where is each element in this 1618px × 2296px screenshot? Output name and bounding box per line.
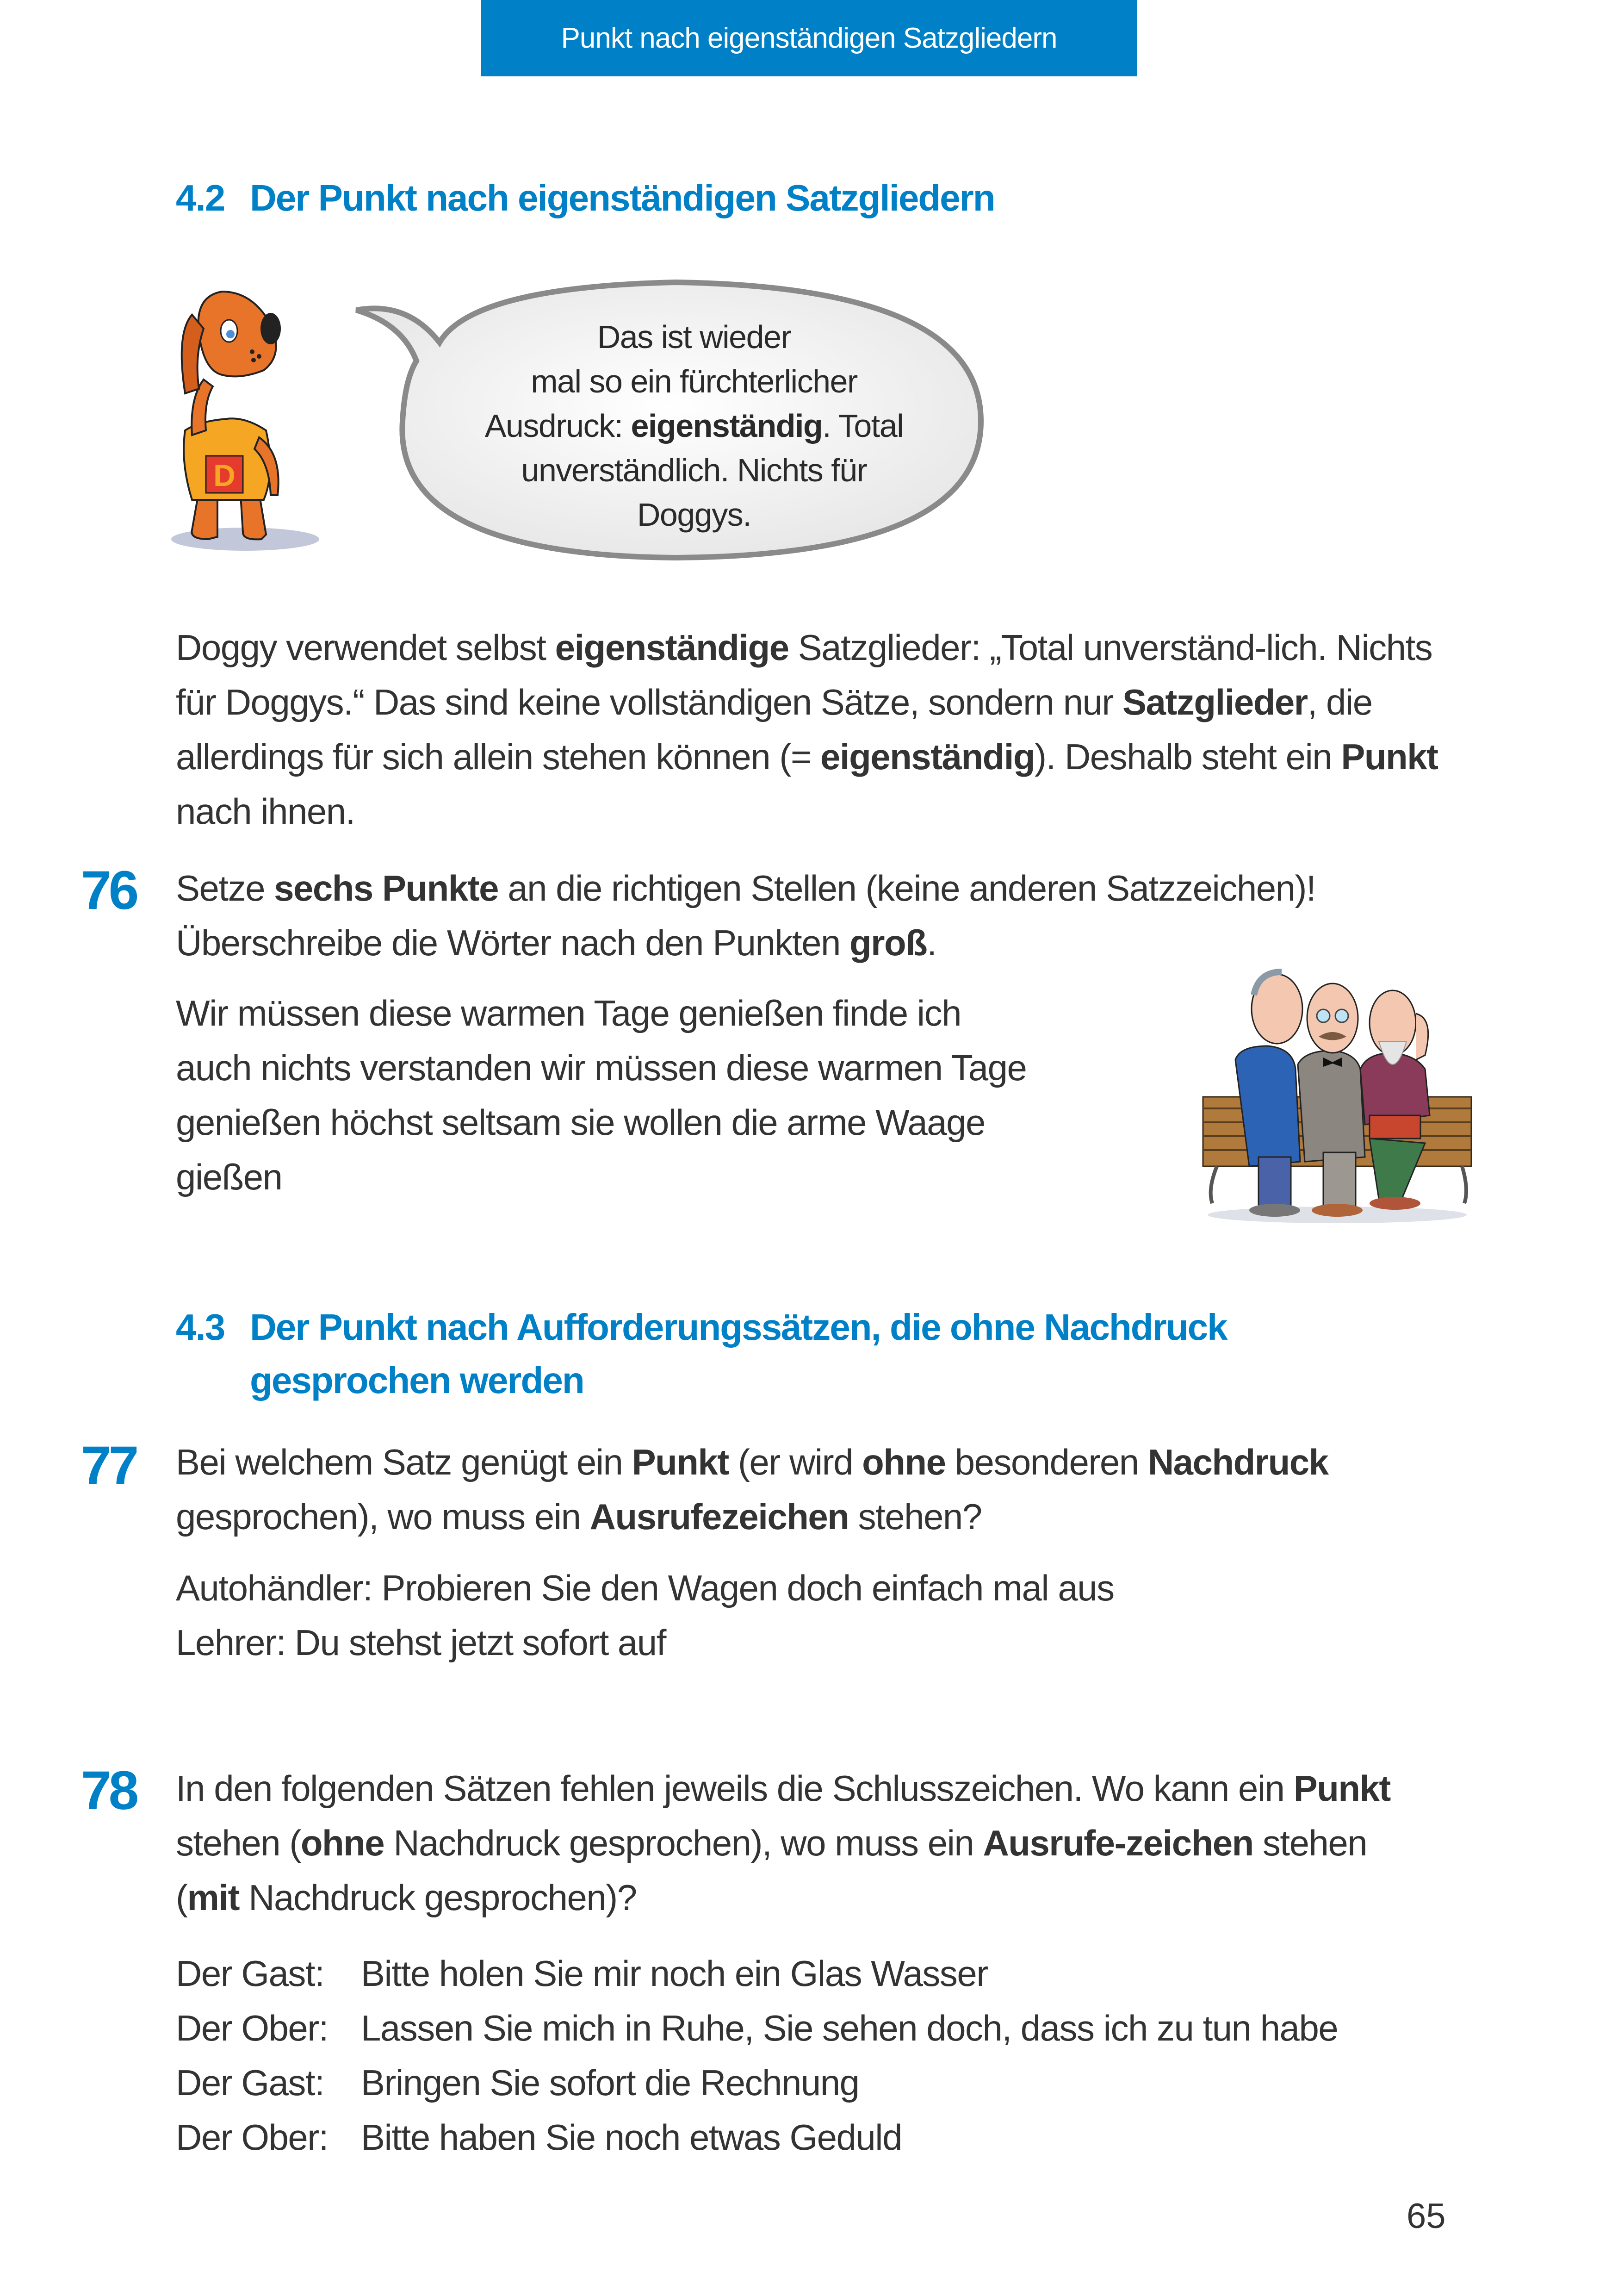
dialog-row: [176, 2055, 1338, 2110]
task-77-instruction: Bei welchem Satz genügt ein Punkt (er wird ohne besonderen Nachdruck gesprochen), wo muss ein Ausrufezeichen stehen?: [176, 1442, 1328, 1537]
section-heading-4-2: [176, 171, 995, 224]
bubble-bold-word: eigenständig: [631, 408, 823, 444]
bubble-line: unverständlich. Nichts für: [521, 452, 867, 488]
dialog-text: Bitte holen Sie mir noch ein Glas Wasser: [361, 1953, 988, 1994]
section-title-line-1: Der Punkt nach Aufforderungssätzen, die ohne Nachdruck: [250, 1307, 1227, 1348]
task-number-76: 76: [81, 860, 136, 921]
intro-paragraph: Doggy verwendet selbst eigenständige Satzglieder: „Total unverständ-lich. Nichts für Doggys.“ Das sind keine vollständigen Sätze, sondern nur Satzglieder, die allerdings für sich allein stehen können (= eigenständig). Deshalb steht ein Punkt nach ihnen.: [176, 627, 1438, 832]
speech-bubble-text: [407, 315, 981, 537]
exercise-line: Autohändler: Probieren Sie den Wagen doch einfach mal aus: [176, 1568, 1114, 1608]
exercise-line: genießen höchst seltsam sie wollen die arme Waage: [176, 1102, 985, 1143]
dialog-speaker: Der Gast:: [176, 2062, 324, 2103]
section-heading-4-3: [176, 1300, 1227, 1407]
task-76-exercise-text: [176, 986, 1026, 1204]
bubble-line: Ausdruck: eigenständig. Total: [484, 408, 904, 444]
dialog-text: Lassen Sie mich in Ruhe, Sie sehen doch, dass ich zu tun habe: [361, 2008, 1338, 2048]
task-number-77: 77: [81, 1435, 136, 1496]
dialog-row: [176, 2110, 1338, 2165]
dialog-text: Bitte haben Sie noch etwas Geduld: [361, 2117, 902, 2158]
exercise-line: Lehrer: Du stehst jetzt sofort auf: [176, 1622, 666, 1663]
section-number: 4.3: [176, 1307, 225, 1348]
dialog-text: Bringen Sie sofort die Rechnung: [361, 2062, 859, 2103]
dialog-row: [176, 2001, 1338, 2055]
dialog-speaker: Der Gast:: [176, 1953, 324, 1994]
svg-text:D: D: [213, 458, 236, 492]
bubble-line: Das ist wieder: [597, 319, 791, 355]
dialog-row: [176, 1946, 1338, 2001]
task-number-78: 78: [81, 1760, 136, 1821]
page-number: 65: [1407, 2196, 1446, 2236]
task-78-dialog: [176, 1946, 1338, 2165]
bubble-line: Doggys.: [637, 497, 751, 533]
dialog-speaker: Der Ober:: [176, 2117, 328, 2158]
task-76-instruction: Setze sechs Punkte an die richtigen Stellen (keine anderen Satzzeichen)! Überschreibe die Wörter nach den Punkten groß.: [176, 868, 1316, 963]
exercise-line: auch nichts verstanden wir müssen diese warmen Tage: [176, 1047, 1027, 1088]
section-number: 4.2: [176, 177, 225, 218]
old-men-on-bench-icon: [1184, 958, 1481, 1226]
running-header: [481, 0, 1137, 76]
bubble-line: mal so ein fürchterlicher: [531, 363, 857, 399]
task-77-exercise-text: [176, 1561, 1114, 1670]
exercise-line: gießen: [176, 1157, 282, 1197]
dialog-speaker: Der Ober:: [176, 2008, 328, 2048]
running-header-title: Punkt nach eigenständigen Satzgliedern: [561, 22, 1057, 54]
task-78-instruction: In den folgenden Sätzen fehlen jeweils die Schlusszeichen. Wo kann ein Punkt stehen (ohne Nachdruck gesprochen), wo muss ein Ausrufe-zeichen stehen (mit Nachdruck gesprochen)?: [176, 1768, 1390, 1918]
doggy-illustration-icon: [148, 278, 342, 555]
exercise-line: Wir müssen diese warmen Tage genießen finde ich: [176, 993, 961, 1033]
section-title: Der Punkt nach eigenständigen Satzgliedern: [250, 177, 995, 218]
section-title-line-2: gesprochen werden: [250, 1360, 584, 1401]
